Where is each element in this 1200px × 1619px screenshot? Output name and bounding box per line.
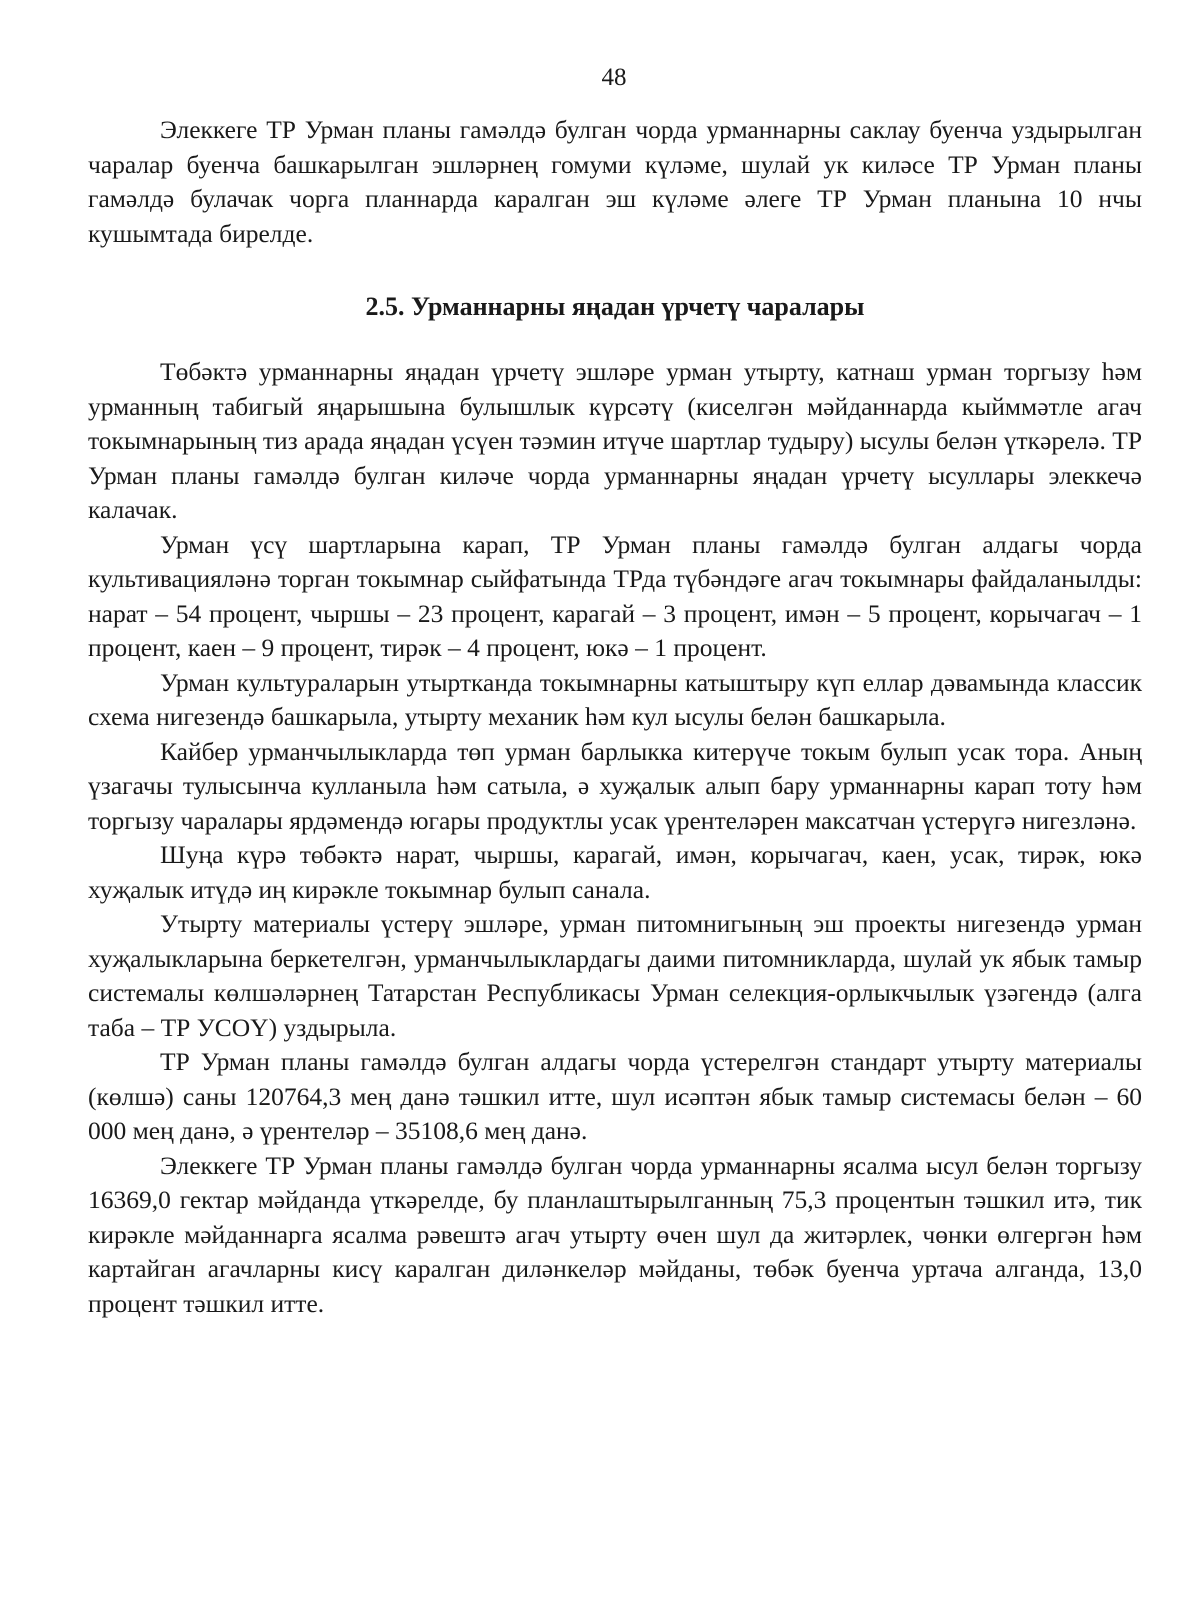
intro-paragraph: Элеккеге ТР Урман планы гамәлдә булган чорда урманнарны саклау буенча уздырылган чаралар буенча башкарылган эшләрнең гомуми күләме, шулай ук киләсе ТР Урман планы гамәлдә булачак чорга планнарда каралган эш күләме әлеге ТР Урман планына 10 нчы кушымтада бирелде. <box>88 115 1142 248</box>
section-body <box>88 355 1142 1321</box>
page-number: 48 <box>601 64 627 91</box>
paragraph-species-composition: Урман үсү шартларына карап, ТР Урман планы гамәлдә булган алдагы чорда культивацияләнә торган токымнар сыйфатында ТРда түбәндәге агач токымнары файдаланылды: нарат – 54 процент, чыршы – 23 процент, карагай – 3 процент, имән – 5 процент, корычагач – 1 процент, каен – 9 процент, тирәк – 4 процент, юкә – 1 процент. <box>88 529 1142 662</box>
section-heading: 2.5. Урманнарны яңадан үрчетү чаралары <box>365 292 865 321</box>
paragraph-key-species: Шуңа күрә төбәктә нарат, чыршы, карагай, имән, корычагач, каен, усак, тирәк, юкә хуҗалык итүдә иң кирәкле токымнар булып санала. <box>88 840 1142 904</box>
paragraph-reforestation-methods: Төбәктә урманнарны яңадан үрчетү эшләре урман утырту, катнаш урман торгызу һәм урманның табигый яңарышына булышлык күрсәтү (киселгән мәйданнарда кыйммәтле агач токымнарының тиз арада яңадан үсүен тәэмин итүче шартлар тудыру) ысулы белән үткәрелә. ТР Урман планы гамәлдә булган киләче чорда урманнарны яңадан үрчетү ысуллары элеккечә калачак. <box>88 357 1142 524</box>
paragraph-aspen: Кайбер урманчылыкларда төп урман барлыкка китерүче токым булып усак тора. Аның үзагачы тулысынча кулланыла һәм сатыла, ә хуҗалык алып бару урманнарны карап тоту һәм торгызу чаралары ярдәмендә югары продуктлы усак үрентеләрен максатчан үстерүгә нигезләнә. <box>88 736 1142 835</box>
paragraph-planting-material: Утырту материалы үстерү эшләре, урман питомнигының эш проекты нигезендә урман хуҗалыкларына беркетелгән, урманчылыклардагы даими питомникларда, шулай ук ябык тамыр системалы көлшәләрнең Татарстан Республикасы Урман селекция-орлыкчылык үзәгендә (алга таба – ТР УСОҮ) уздырыла. <box>88 909 1142 1042</box>
paragraph-seedling-counts: ТР Урман планы гамәлдә булган алдагы чорда үстерелгән стандарт утырту материалы (көлшә) саны 120764,3 мең данә тәшкил итте, шул исәптән ябык тамыр системасы белән – 60 000 мең данә, ә үрентеләр – 35108,6 мең данә. <box>88 1047 1142 1145</box>
paragraph-planting-scheme: Урман культураларын утыртканда токымнарны катыштыру күп еллар дәвамында классик схема нигезендә башкарыла, утырту механик һәм кул ысулы белән башкарыла. <box>88 667 1142 731</box>
paragraph-artificial-restoration: Элеккеге ТР Урман планы гамәлдә булган чорда урманнарны ясалма ысул белән торгызу 16369,0 гектар мәйданда үткәрелде, бу планлаштырылганның 75,3 процентын тәшкил итә, тик кирәкле мәйданнарга ясалма рәвештә агач утырту өчен шул да житәрлек, чөнки өлгергән һәм картайган агачларны кисү каралган диләнкеләр мәйданы, төбәк буенча уртача алганда, 13,0 процент тәшкил итте. <box>88 1150 1142 1318</box>
